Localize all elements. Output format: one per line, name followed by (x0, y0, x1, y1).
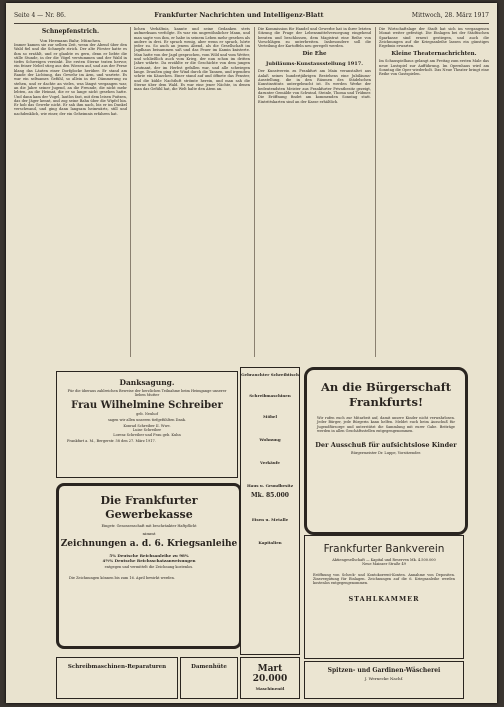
ad-bankverein (304, 535, 464, 659)
ad-title: Schreibmaschinen-Reparaturen (67, 664, 167, 670)
article-title: Schnepfenstrich. (41, 28, 100, 35)
column-economy (379, 27, 489, 357)
ad-title: Spitzen- und Gardinen-Wäscherei (327, 667, 441, 674)
classified-3: Möbel (263, 414, 277, 419)
column-rule (130, 27, 131, 357)
article-text-2: Der Kunstverein zu Frankfurt am Main veranstaltet aus Anlaß seines hundertjährigen Bestehens eine Jubiläums-Ausstellung, die in den Räumen des Städelschen Kunstinstituts untergebracht ist. Es werden Werke der bedeutendsten Meister aus Frankfurter Privatbesitz gezeigt, darunter Gemälde von Schwind, Steinle, Thoma und Trübner. Die Eröffnung findet am kommenden Sonntag statt. Eintrittskarten sind an der Kasse erhältlich. (258, 69, 371, 104)
signature-1: Konrad Schreiber II. Wwe. (123, 424, 171, 429)
ad-subtitle: Aktiengesellschaft — Kapital und Reserven Mk. 4.500.000 (332, 558, 436, 562)
ad-title: Damenhüte (191, 664, 227, 670)
ad-title: Frankfurter Bankverein (323, 543, 445, 555)
deceased-born: geb. Neuhof (136, 411, 158, 416)
ad-title: Danksagung. (119, 378, 175, 387)
signature-2: Luise Schreiber (132, 428, 162, 433)
classified-price: Mk. 85.000 (251, 492, 289, 499)
newspaper-page (6, 3, 497, 703)
ad-text: Eröffnung von Scheck- und Kontokorrent-Konten. Annahme von Depositen. Zinsvergütung für Einlagen. Zeichnungen auf die 6. Kriegsanleihe werden kostenlos entgegengenommen. (313, 572, 455, 586)
page-header (14, 7, 489, 24)
theater-title: Kleine Theaternachrichten. (391, 51, 477, 58)
ad-title: Die Frankfurter Gewerbekasse (100, 494, 198, 521)
column-local-news (258, 27, 371, 357)
column-rule (375, 27, 376, 357)
exhibition-title: Jubiläums-Kunstausstellung 1917. (266, 61, 363, 68)
column-rule (254, 27, 255, 357)
ad-signature: Bürgermeister Dr. Luppe, Vorsitzender. (351, 451, 421, 456)
ad-accepts: nimmt (142, 531, 156, 537)
ad-title: Mart 20.000 (252, 664, 288, 684)
classified-5: Verkäufe (260, 460, 280, 465)
ad-danksagung (56, 371, 238, 478)
article-text: Die Wirtschaftslage der Stadt hat sich im vergangenen Monat weiter gefestigt. Die Einlagen bei der Städtischen Sparkasse sind erneut gestiegen, und auch die Zeichnungen auf die Kriegsanleihe lassen ein günstiges Ergebnis erwarten. (379, 27, 489, 49)
classified-2: Schreibmaschinen (249, 393, 291, 398)
classified-4: Wohnung (259, 437, 281, 442)
newspaper-title: Frankfurter Nachrichten und Intelligenz-Blatt (154, 11, 324, 19)
loan-line-1: 5% Deutsche Reichsanleihe zu 98% (109, 553, 189, 559)
ad-address: Neue Mainzer Straße 49 (362, 562, 406, 567)
ad-subtitle: J. Wernecke Nachf. (364, 676, 404, 681)
signature-3: Lorenz Schreiber und Frau geb. Kuhn (113, 432, 181, 437)
article-author: Von Hermann Bahr, München. (39, 38, 102, 43)
ad-bottom-2 (180, 657, 238, 699)
column-feuilleton (14, 27, 127, 357)
section-title: Die Ehe (302, 51, 327, 58)
ad-intro: Für die überaus zahlreichen Beweise der herzlichen Teilnahme beim Heimgange unserer lieben Mutter (67, 389, 227, 398)
ad-place-date: Frankfurt a. M., Bergerstr. 58 den 27. März 1917. (67, 439, 156, 444)
column-story (134, 27, 250, 357)
ad-footer: STAHLKAMMER (348, 595, 420, 604)
ad-buergerschaft (304, 367, 468, 535)
classified-8: Kapitalien (258, 540, 282, 545)
ad-bottom-3 (240, 657, 300, 699)
ad-bottom-1 (56, 657, 178, 699)
ad-organization: Der Ausschuß für aufsichtslose Kinder (315, 441, 457, 450)
classified-7: Eisen u. Metalle (251, 517, 289, 522)
ad-headline: Zeichnungen a. d. 6. Kriegsanleihe (60, 539, 238, 550)
classified-1: Gebrauchter Schreibtisch (241, 372, 299, 377)
ad-gewerbekasse (56, 483, 242, 649)
loan-line-2: 4½% Deutsche Reichsschatzanweisungen (102, 558, 196, 564)
classified-6: Haus u. Grundbesitz (247, 483, 293, 488)
ad-body: sagen wir allen unseren tiefgefühlten Dank. (107, 417, 187, 422)
article-text: Immer kamen sie zur selben Zeit, wenn der Abend über den Wald fiel und die Schnepfe strich. Der alte Förster hatte es ihm so erzählt, und er glaubte es gern, denn er liebte die stille Stunde, in der die Vögel verstummen und der Wald in tiefes Schweigen versinkt. Die ersten Sterne traten hervor, ein feiner Nebel stieg aus den Wiesen auf, und aus der Ferne klang das Läuten einer Dorfglocke herüber. Er stand am Rande der Lichtung, das Gewehr im Arm, und wartete. Es war ein seltsames Gefühl, so allein in der Dämmerung zu stehen, und er dachte an vieles, was längst vergangen war, an die Jahre seiner Jugend, an die Freunde, die nicht mehr lebten, an die Heimat, die er so lange nicht gesehen hatte. Und dann kam der Vogel, lautlos fast, mit dem leisen Puitzen, das der Jäger kennt, und zog seine Bahn über die Wipfel hin. Er hob das Gewehr nicht. Er sah ihm nach, bis er im Dunkel verschwand, und ging dann langsam heimwärts, still und nachdenklich, wie einer, der ein Geheimnis erfahren hat. (14, 43, 127, 116)
ad-subtitle: Eingetr. Genossenschaft mit beschränkter Haftpflicht (101, 524, 197, 528)
ad-footer: Die Zeichnungen können bis zum 16. April bewirkt werden. (69, 575, 175, 580)
issue-date: Mittwoch, 28. März 1917 (411, 11, 489, 19)
article-text: lichen Verhältnis, kannte und seine Gedanken stets aufmerksam verfolgte. Es war ein ungewöhnlicher Mann, und man sagte von ihm, er habe in seinem Leben mehr gesehen als andere in drei. Er sprach wenig, aber wenn er sprach, hörte jeder zu. So auch an jenem Abend, als die Gesellschaft im Jagdhaus beisammen saß und das Feuer im Kamin knisterte. Man hatte von der Jagd gesprochen, vom Wild und vom Wetter, und schließlich auch vom Krieg, der nun schon im dritten Jahre währte. Da erzählte er die Geschichte von dem jungen Leutnant, der im Herbst gefallen war, und alle schwiegen lange. Draußen ging der Wind durch die Tannen, und irgendwo schrie ein Käuzchen. Einer stand auf und öffnete das Fenster, und die kühle Nachtluft strömte herein, und man sah die Sterne über dem Wald. Es war eine jener Nächte, in denen man das Gefühl hat, die Welt halte den Atem an. (134, 27, 250, 92)
ad-title: An die Bürgerschaft Frankfurts! (320, 380, 452, 409)
ad-text: Wir rufen euch zur Mitarbeit auf, damit unsere Kinder nicht verwahrlosen. Jeder Bürger, jede Bürgerin kann helfen. Meldet euch beim Ausschuß für Jugendfürsorge und unterstützt die Sammlung mit eurer Gabe. Beiträge werden in allen Geschäftsstellen entgegengenommen. (317, 416, 455, 433)
page-number: Seite 4 — Nr. 86. (14, 11, 66, 19)
ad-subtitle: Maschinenöl (255, 686, 285, 691)
ad-bottom-4 (304, 661, 464, 699)
loan-line-3: entgegen und vermittelt die Zeichnung kostenlos. (104, 565, 194, 570)
classified-column (240, 367, 300, 655)
deceased-name: Frau Wilhelmine Schreiber (71, 399, 223, 411)
article-text: Die Kommission für Handel und Gewerbe hat in ihrer letzten Sitzung die Frage der Lebensmittelversorgung eingehend beraten und beschlossen, dem Magistrat eine Reihe von Vorschlägen zu unterbreiten. Insbesondere soll die Verteilung der Kartoffeln neu geregelt werden. (258, 27, 371, 49)
article-text-2: Im Schauspielhaus gelangt am Freitag zum ersten Male das neue Lustspiel zur Aufführung. Im Opernhaus wird am Sonntag die Oper wiederholt. Das Neue Theater bringt eine Reihe von Gastspielen. (379, 59, 489, 77)
